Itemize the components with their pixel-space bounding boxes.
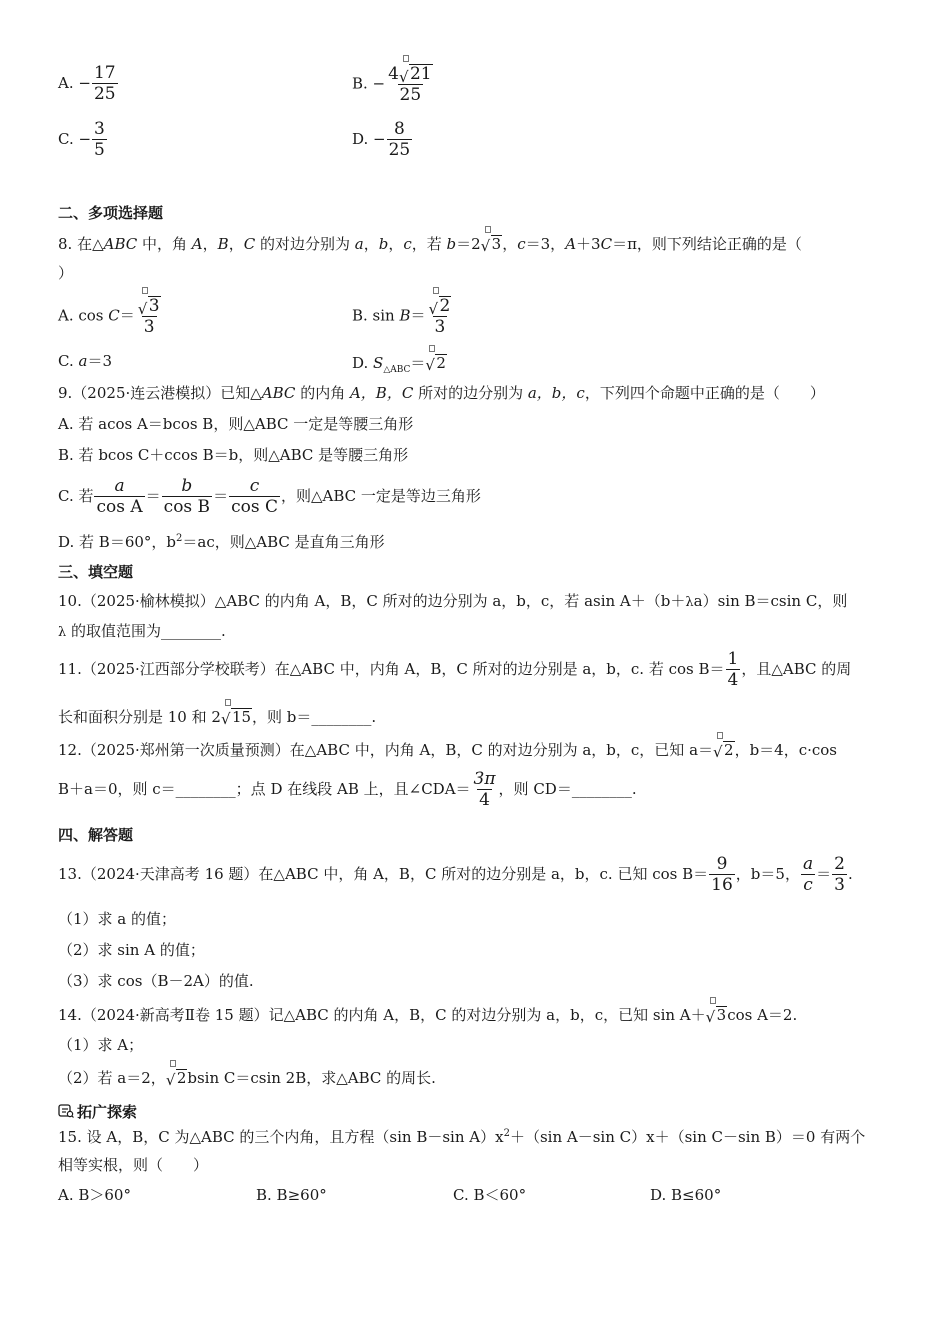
- radical: √ 2: [429, 296, 452, 316]
- radical: √ 2: [713, 741, 735, 759]
- q13-stem: 13.（2024·天津高考 16 题）在△ABC 中，角 A，B，C 所对的边分别是 a，b，c. 已知 cos B＝ $\frac{9}{16}$ ，b＝5， $\frac{a}{c}$ ＝ $\frac{2}{3}$ .: [58, 854, 853, 895]
- q11-line1: 11.（2025·江西部分学校联考）在△ABC 中，内角 A，B，C 所对的边分别是 a，b，c. 若 cos B＝ $\frac{1}{4}$ ，且△ABC 的周: [58, 649, 852, 690]
- q15-option-b: B. B≥60°: [256, 1186, 327, 1204]
- q12-line1: 12.（2025·郑州第一次质量预测）在△ABC 中，内角 A，B，C 的对边分别为 a，b，c，已知 a＝ √ 2，b＝4，c·cos: [58, 741, 837, 759]
- q14-part-1: （1）求 A；: [58, 1036, 144, 1054]
- q12-line2: B＋a＝0，则 c＝________；点 D 在线段 AB 上，且∠CDA＝ $\frac{3\pi}{4}$ ，则 CD＝________.: [58, 769, 637, 810]
- fraction: $\frac{b}{\text{cos B}}$: [163, 476, 211, 517]
- q7-option-a: A. − $\frac{17}{25}$: [58, 63, 116, 104]
- q15-option-c: C. B＜60°: [453, 1186, 527, 1204]
- q7-option-b: B. − 4 √ 21 25: [352, 64, 436, 105]
- q9-stem: 9.（2025·连云港模拟）已知△ABC 的内角 A，B，C 所对的边分别为 a，b，c，下列四个命题中正确的是（ ）: [58, 384, 825, 402]
- fraction: $\frac{17}{25}$: [93, 63, 116, 104]
- q13-part-1: （1）求 a 的值；: [58, 910, 177, 928]
- fraction: $\frac{2}{3}$: [834, 854, 845, 895]
- fraction: $\frac{c}{\text{cos C}}$: [231, 476, 278, 517]
- q8-stem-close: ）: [58, 264, 74, 282]
- fraction: $\frac{3\pi}{4}$: [473, 769, 496, 810]
- q14-stem: 14.（2024·新高考Ⅱ卷 15 题）记△ABC 的内角 A，B，C 的对边分别为 a，b，c，已知 sin A＋ √ 3cos A＝2.: [58, 1006, 797, 1024]
- radical: √ 3: [706, 1006, 728, 1024]
- q13-part-2: （2）求 sin A 的值；: [58, 941, 205, 959]
- q7-option-d: D. − $\frac{8}{25}$: [352, 119, 411, 160]
- fraction: $\frac{a}{\text{cos A}}$: [96, 476, 143, 517]
- q15-line2: 相等实根，则（ ）: [58, 1156, 209, 1174]
- q13-part-3: （3）求 cos（B－2A）的值.: [58, 972, 254, 990]
- q9-option-d: D. 若 B＝60°，$b^2=ac$，则△ABC 是直角三角形: [58, 533, 385, 551]
- radical: √ 3: [481, 235, 503, 253]
- q11-line2: 长和面积分别是 10 和 2 √ 15，则 b＝________.: [58, 708, 376, 726]
- q8-option-d: D. $S_{\triangle ABC}=$ √ 2: [352, 354, 447, 375]
- explore-icon: [58, 1104, 74, 1121]
- q9-option-a: A. 若 acos A＝bcos B，则△ABC 一定是等腰三角形: [58, 415, 414, 433]
- explore-header: 拓广探索: [58, 1104, 137, 1121]
- q15-option-a: A. B＞60°: [58, 1186, 131, 1204]
- fraction: √ 2 3: [427, 296, 454, 337]
- fraction: $\frac{9}{16}$: [711, 854, 733, 895]
- q10-line2: λ 的取值范围为________.: [58, 622, 226, 640]
- fraction: $\frac{3}{5}$: [94, 119, 105, 160]
- q10-line1: 10.（2025·榆林模拟）△ABC 的内角 A，B，C 所对的边分别为 a，b，c，若 asin A＋（b＋λa）sin B＝csin C，则: [58, 592, 848, 610]
- q14-part-2: （2）若 a＝2， √ 2bsin C＝csin 2B，求△ABC 的周长.: [58, 1069, 436, 1087]
- fraction: $\frac{a}{c}$: [802, 854, 814, 895]
- radical: √ 3: [138, 296, 161, 316]
- q8-option-a: A. cos C＝ √ 3 3: [58, 296, 164, 337]
- fraction: 4 √ 21 25: [386, 64, 434, 105]
- radical: √ 15: [221, 708, 252, 726]
- q8-stem: 8. 在△ABC 中，角 A，B，C 的对边分别为 a，b，c，若 b＝2 √ 3，c＝3，A＋3C＝π，则下列结论正确的是（: [58, 235, 802, 253]
- fraction: √ 3 3: [136, 296, 163, 337]
- radical: √ 2: [425, 354, 447, 372]
- q9-option-b: B. 若 bcos C＋ccos B＝b，则△ABC 是等腰三角形: [58, 446, 409, 464]
- q8-option-b: B. sin B＝ √ 2 3: [352, 296, 454, 337]
- fraction: $\frac{1}{4}$: [727, 649, 739, 690]
- section-title-multi-choice: 二、多项选择题: [58, 204, 164, 222]
- q7-option-c: C. − $\frac{3}{5}$: [58, 119, 105, 160]
- section-title-solution: 四、解答题: [58, 826, 134, 844]
- fraction: $\frac{8}{25}$: [388, 119, 411, 160]
- q8-option-c: C. a＝3: [58, 352, 112, 370]
- q9-option-c: C. 若 $\frac{a}{\text{cos A}}$ ＝ $\frac{b}{\text{cos B}}$ ＝ $\frac{c}{\text{cos C}}$ ，则△ABC 一定是等边三角形: [58, 476, 481, 517]
- q15-line1: 15. 设 A，B，C 为△ABC 的三个内角，且方程（sin B－sin $A)x^2+(\sin$ A－sin C）x＋（sin C－sin B）＝0 有两个: [58, 1128, 866, 1146]
- radical: √ 21: [399, 64, 433, 84]
- q15-option-d: D. B≤60°: [650, 1186, 722, 1204]
- section-title-fill-in: 三、填空题: [58, 563, 134, 581]
- radical: √ 2: [166, 1069, 188, 1087]
